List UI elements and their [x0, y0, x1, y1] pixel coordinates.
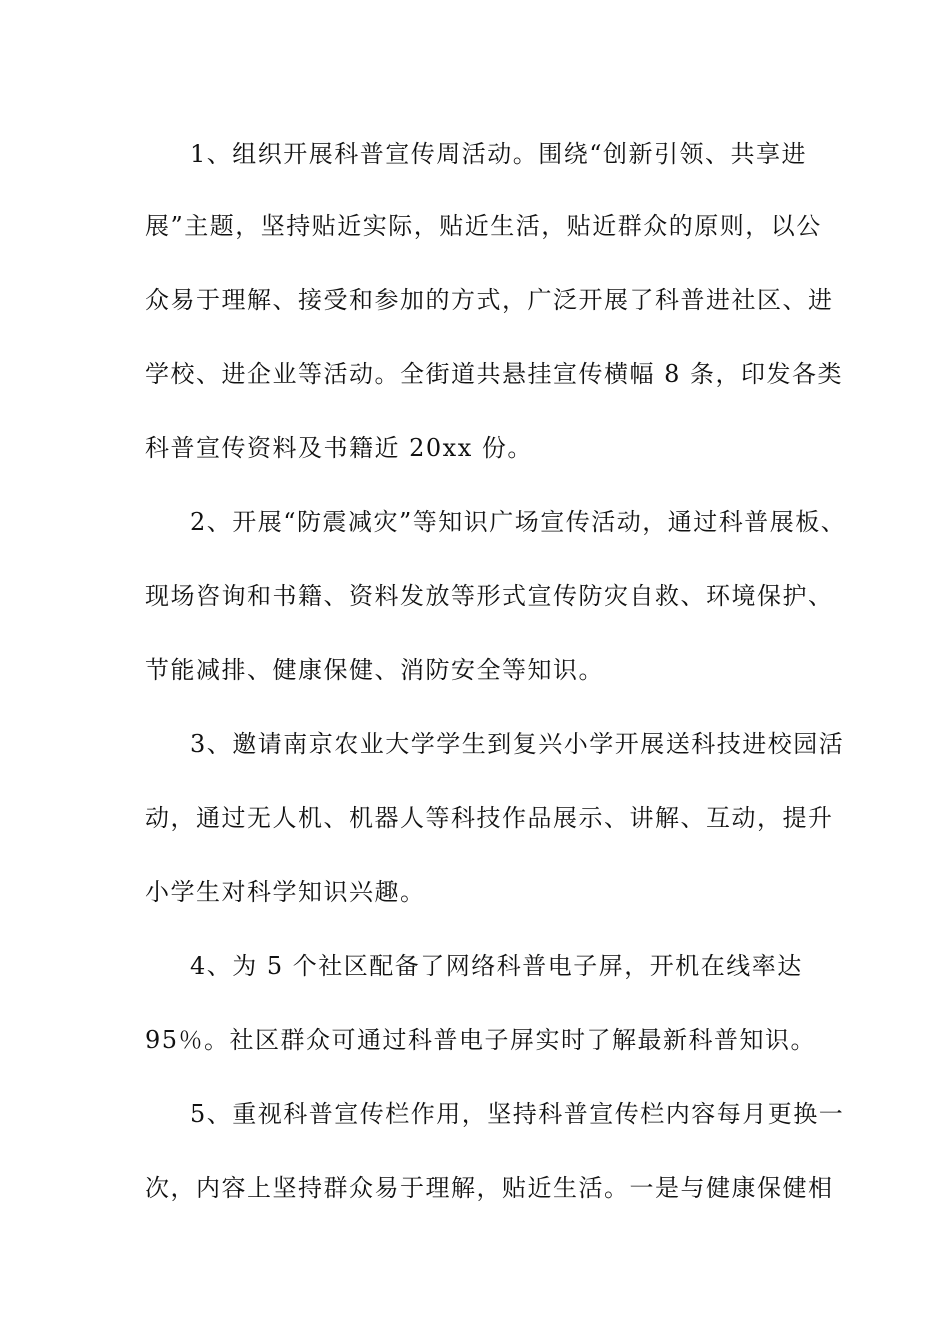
paragraph-1-line-3: 众易于理解、接受和参加的方式，广泛开展了科普进社区、进: [145, 286, 834, 314]
paragraph-1-line-1: 1、组织开展科普宣传周活动。围绕“创新引领、共享进: [190, 140, 808, 168]
paragraph-1-line-2: 展”主题，坚持贴近实际，贴近生活，贴近群众的原则，以公: [145, 212, 822, 240]
paragraph-3-line-3: 小学生对科学知识兴趣。: [145, 878, 426, 906]
paragraph-3-line-2: 动，通过无人机、机器人等科技作品展示、讲解、互动，提升: [145, 804, 834, 832]
paragraph-4-line-1: 4、为 5 个社区配备了网络科普电子屏，开机在线率达: [190, 952, 803, 980]
paragraph-4-line-2: 95％。社区群众可通过科普电子屏实时了解最新科普知识。: [145, 1026, 817, 1054]
paragraph-3-line-1: 3、邀请南京农业大学学生到复兴小学开展送科技进校园活: [190, 730, 845, 758]
paragraph-1-line-4: 学校、进企业等活动。全街道共悬挂宣传横幅 8 条，印发各类: [145, 360, 844, 388]
paragraph-5-line-2: 次，内容上坚持群众易于理解，贴近生活。一是与健康保健相: [145, 1174, 834, 1202]
paragraph-2-line-1: 2、开展“防震减灾”等知识广场宣传活动，通过科普展板、: [190, 508, 847, 536]
paragraph-5-line-1: 5、重视科普宣传栏作用，坚持科普宣传栏内容每月更换一: [190, 1100, 845, 1128]
paragraph-1-line-5: 科普宣传资料及书籍近 20xx 份。: [145, 434, 533, 462]
paragraph-2-line-3: 节能减排、健康保健、消防安全等知识。: [145, 656, 604, 684]
paragraph-2-line-2: 现场咨询和书籍、资料发放等形式宣传防灾自救、环境保护、: [145, 582, 834, 610]
